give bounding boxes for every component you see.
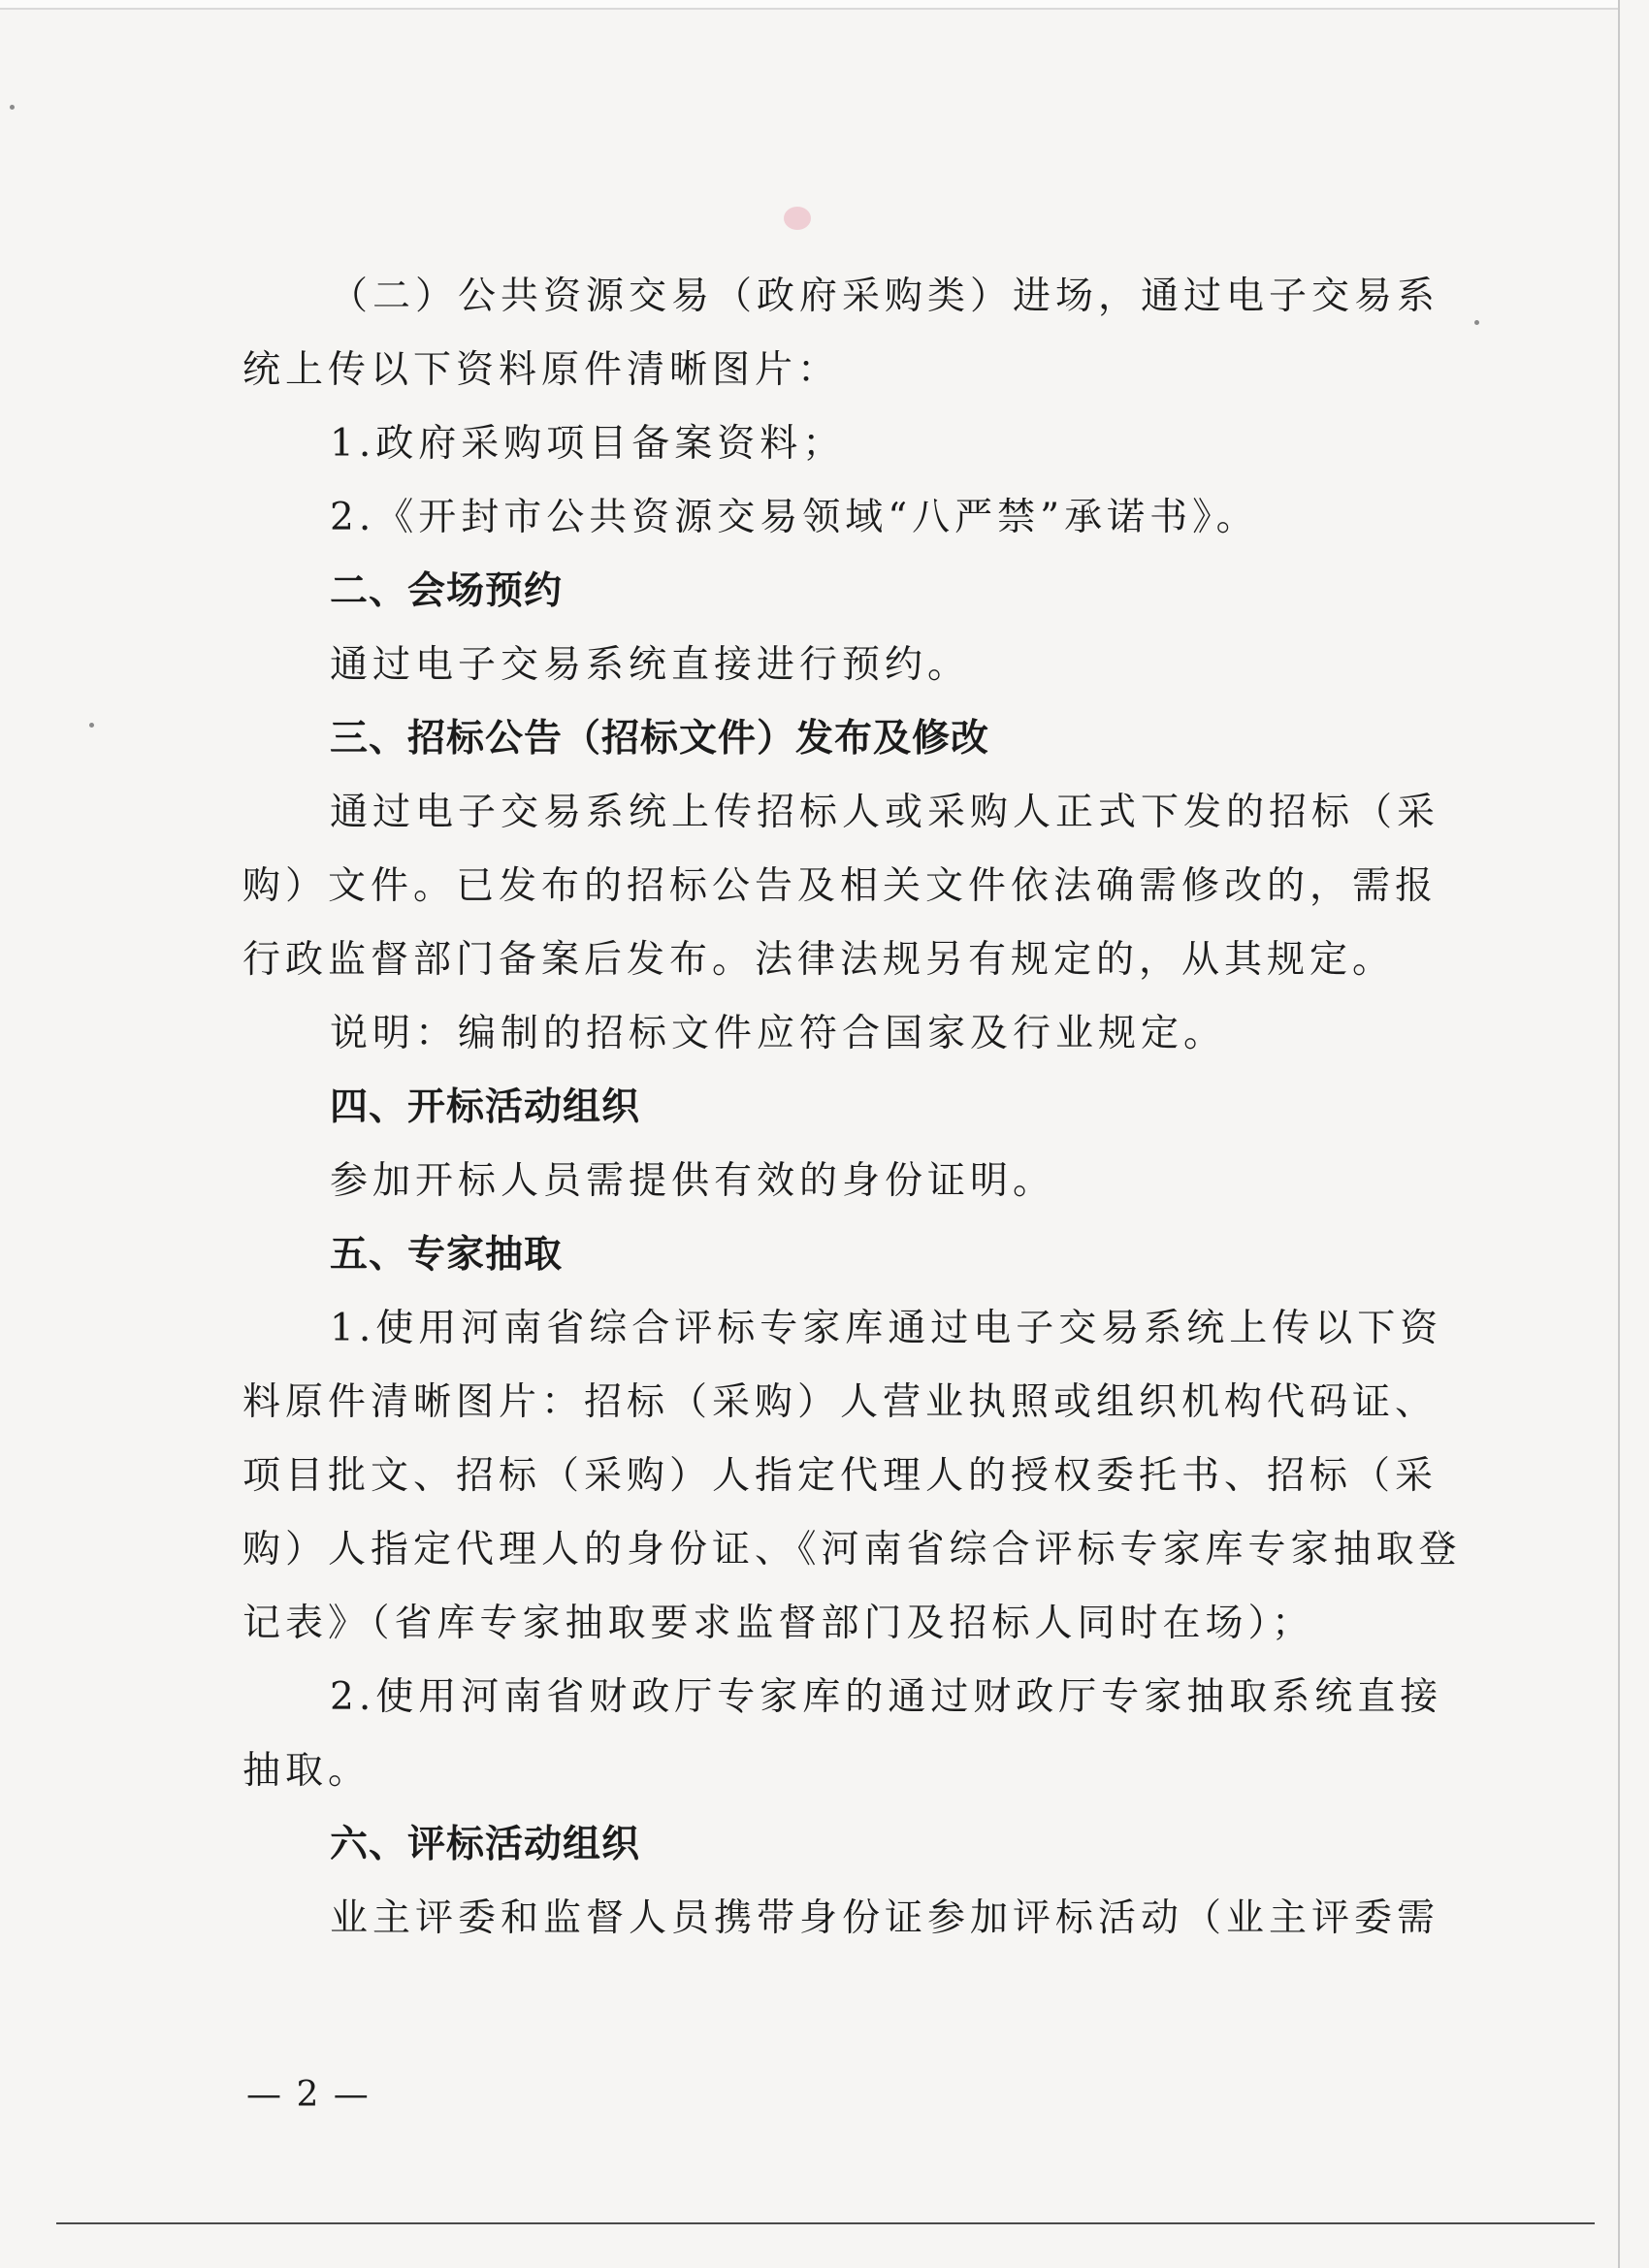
scan-speck [10, 105, 15, 110]
text-line: 行政监督部门备案后发布。法律法规另有规定的，从其规定。 [242, 938, 1396, 982]
page-number: — 2 — [246, 2075, 371, 2115]
scan-right-edge [1618, 0, 1620, 2268]
scan-speck [89, 723, 94, 728]
ink-stain [784, 207, 811, 230]
text-line: （二）公共资源交易（政府采购类）进场，通过电子交易系 [330, 275, 1440, 318]
text-line: 1.使用河南省综合评标专家库通过电子交易系统上传以下资 [330, 1307, 1443, 1350]
scan-bottom-line [56, 2222, 1595, 2224]
text-line: 记表》（省库专家抽取要求监督部门及招标人同时在场）； [242, 1602, 1315, 1645]
text-line: 抽取。 [242, 1749, 372, 1793]
scan-speck [1474, 320, 1479, 325]
section-heading: 四、开标活动组织 [330, 1085, 641, 1129]
text-line: 通过电子交易系统直接进行预约。 [330, 643, 971, 687]
text-line: 统上传以下资料原件清晰图片： [242, 348, 841, 392]
document-body [242, 260, 1462, 1956]
scan-top-edge [0, 0, 1618, 10]
text-line: 说明：编制的招标文件应符合国家及行业规定。 [330, 1012, 1227, 1055]
text-line: 通过电子交易系统上传招标人或采购人正式下发的招标（采 [330, 791, 1440, 834]
text-line: 1.政府采购项目备案资料； [330, 422, 846, 466]
text-line: 2.使用河南省财政厅专家库的通过财政厅专家抽取系统直接 [330, 1675, 1443, 1719]
section-heading: 三、招标公告（招标文件）发布及修改 [330, 717, 990, 761]
text-line: 业主评委和监督人员携带身份证参加评标活动（业主评委需 [330, 1896, 1440, 1940]
text-line: 项目批文、招标（采购）人指定代理人的授权委托书、招标（采 [242, 1454, 1439, 1498]
text-line: 购）人指定代理人的身份证、《河南省综合评标专家库专家抽取登 [242, 1528, 1462, 1571]
section-heading: 六、评标活动组织 [330, 1823, 641, 1866]
section-heading: 二、会场预约 [330, 569, 564, 613]
text-line: 2.《开封市公共资源交易领域“八严禁”承诺书》。 [330, 496, 1259, 539]
section-heading: 五、专家抽取 [330, 1233, 564, 1277]
text-line: 料原件清晰图片：招标（采购）人营业执照或组织机构代码证、 [242, 1380, 1439, 1424]
text-line: 购）文件。已发布的招标公告及相关文件依法确需修改的，需报 [242, 864, 1439, 908]
text-line: 参加开标人员需提供有效的身份证明。 [330, 1159, 1056, 1203]
